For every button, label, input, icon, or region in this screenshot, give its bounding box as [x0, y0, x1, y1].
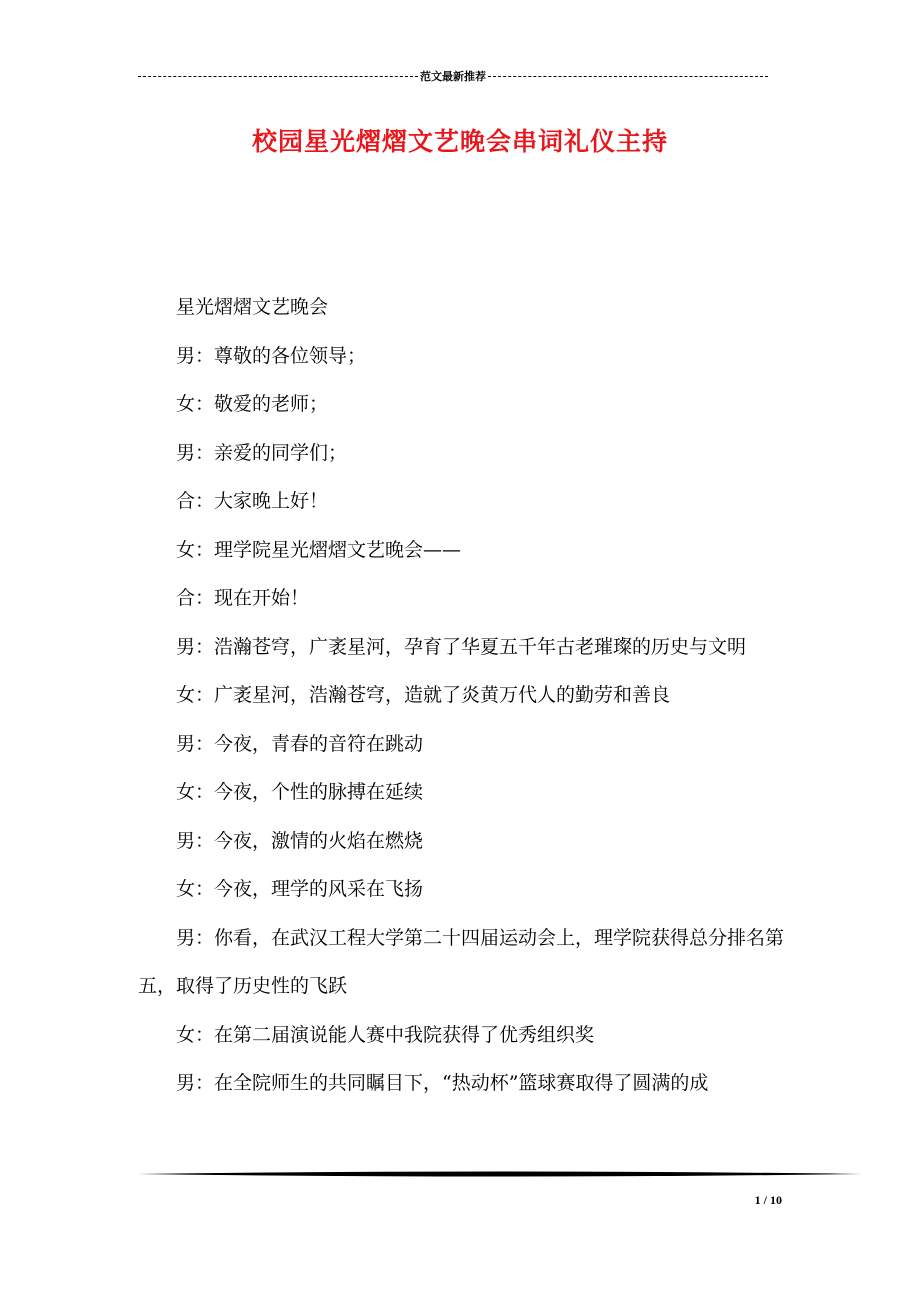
paragraph: 男：今夜，激情的火焰在燃烧	[176, 829, 424, 852]
paragraph: 女：广袤星河，浩瀚苍穹，造就了炎黄万代人的勤劳和善良	[176, 684, 671, 706]
paragraph: 女：敬爱的老师；	[176, 393, 329, 415]
header-dash-left	[138, 76, 418, 77]
page-number: 1 / 10	[754, 1193, 782, 1207]
paragraph: 女：理学院星光熠熠文艺晚会——	[176, 538, 462, 561]
header-label: 范文最新推荐	[420, 70, 486, 83]
paragraph: 男：今夜，青春的音符在跳动	[176, 732, 424, 755]
paragraph: 星光熠熠文艺晚会	[176, 296, 329, 318]
paragraph: 男：浩瀚苍穹，广袤星河，孕育了华夏五千年古老璀璨的历史与文明	[176, 635, 747, 658]
paragraph: 男：尊敬的各位领导；	[176, 344, 367, 367]
header-dash-right	[488, 76, 768, 77]
paragraph: 女：今夜，个性的脉搏在延续	[176, 781, 424, 803]
paragraph: 男：在全院师生的共同瞩目下，“热动杯”篮球赛取得了圆满的成	[176, 1072, 709, 1094]
paragraph: 女：今夜，理学的风采在飞扬	[176, 878, 424, 900]
paragraph: 女：在第二届演说能人赛中我院获得了优秀组织奖	[176, 1023, 595, 1046]
footer-rule	[138, 1170, 862, 1178]
paragraph: 合：大家晚上好！	[176, 490, 329, 512]
document-title: 校园星光熠熠文艺晚会串词礼仪主持	[251, 127, 668, 156]
paragraph: 男：亲爱的同学们；	[176, 441, 348, 464]
page-header	[138, 68, 768, 84]
document-body	[138, 283, 784, 1108]
paragraph: 合：现在开始！	[176, 587, 310, 609]
paragraph: 男：你看，在武汉工程大学第二十四届运动会上，理学院获得总分排名第五，取得了历史性的飞跃	[138, 926, 785, 997]
